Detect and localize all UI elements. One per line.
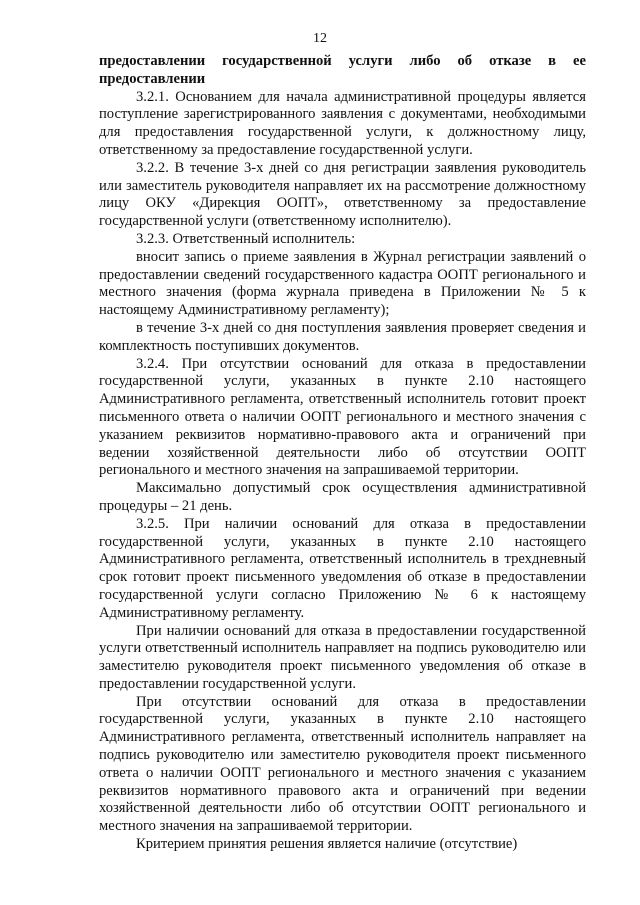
paragraph-refusal-signature: При наличии оснований для отказа в предоставлении государственной услуги ответственный исполнитель направляет на подпись руководителю или заместителю руководителя проект письменного уведомления об отказе в предоставлении государственной услуги.: [99, 622, 586, 692]
paragraph-response-signature: При отсутствии оснований для отказа в предоставлении государственной услуги, указанных в пункте 2.10 настоящего Административного регламента, ответственный исполнитель направляет на подпись руководителю или заместителю руководителя проект письменного ответа о наличии ООПТ регионального и местного значения с указанием реквизитов нормативного правового акта и ограничений при ведении хозяйственной деятельности либо об отсутствии ООПТ регионального и местного значения на запрашиваемой территории.: [99, 693, 586, 835]
paragraph-3-2-1: 3.2.1. Основанием для начала административной процедуры является поступление зарегистрированного заявления с документами, необходимыми для предоставления государственной услуги, к должностному лицу, ответственному за предоставление государственной услуги.: [99, 88, 586, 158]
page-number: 12: [313, 31, 327, 46]
paragraph-max-duration: Максимально допустимый срок осуществления административной процедуры – 21 день.: [99, 480, 586, 514]
paragraph-journal-entry: вносит запись о приеме заявления в Журнал регистрации заявлений о предоставлении сведений государственного кадастра ООПТ регионального и местного значения (форма журнала приведена в Приложении № 5 к настоящему Административному регламенту);: [99, 248, 586, 319]
paragraph-3-2-3: 3.2.3. Ответственный исполнитель:: [136, 230, 356, 247]
section-heading-continuation: предоставлении государственной услуги либо об отказе в ее предоставлении: [99, 53, 586, 87]
paragraph-3-2-5: 3.2.5. При наличии оснований для отказа в предоставлении государственной услуги, указанных в пункте 2.10 настоящего Административного регламента, ответственный исполнитель в трехдневный срок готовит проект письменного уведомления об отказе в предоставлении государственной услуги согласно Приложению № 6 к настоящему Административному регламенту.: [99, 515, 586, 621]
paragraph-3-2-4: 3.2.4. При отсутствии оснований для отказа в предоставлении государственной услуги, указанных в пункте 2.10 настоящего Административного регламента, ответственный исполнитель готовит проект письменного ответа о наличии ООПТ регионального и местного значения с указанием реквизитов нормативно-правового акта и ограничений при ведении хозяйственной деятельности либо об отсутствии ООПТ регионального и местного значения на запрашиваемой территории.: [99, 355, 586, 479]
paragraph-3-2-2: 3.2.2. В течение 3-х дней со дня регистрации заявления руководитель или заместитель руководителя направляет их на рассмотрение должностному лицу ОКУ «Дирекция ООПТ», ответственному за предоставление государственной услуги (ответственному исполнителю).: [99, 159, 586, 230]
paragraph-decision-criterion: Критерием принятия решения является наличие (отсутствие): [136, 836, 518, 853]
paragraph-document-check: в течение 3-х дней со дня поступления заявления проверяет сведения и комплектность поступивших документов.: [99, 319, 586, 354]
page-body: [99, 53, 586, 854]
